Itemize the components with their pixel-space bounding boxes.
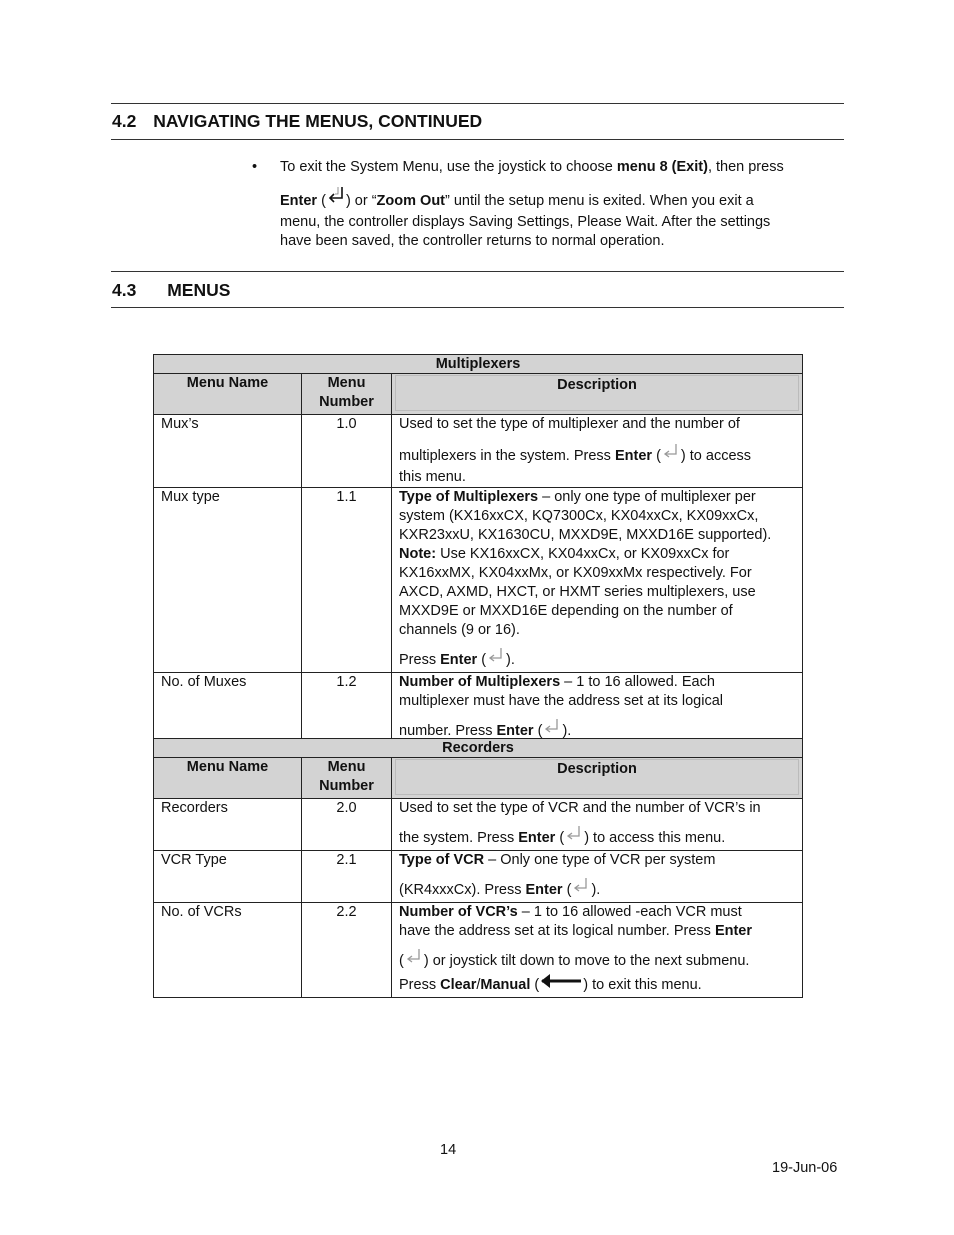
- table-row: [154, 799, 803, 851]
- bullet-line4: have been saved, the controller returns to normal operation.: [280, 233, 665, 249]
- top-rule-42: [111, 103, 844, 104]
- col-header-menu-number: Menu Number: [302, 758, 392, 799]
- page-number: 14: [440, 1142, 457, 1158]
- enter-key-icon: [486, 646, 506, 672]
- section-4-2-heading: [112, 111, 482, 132]
- bullet-line1-b: menu 8 (Exit): [616, 159, 708, 175]
- menu-name-cell: No. of VCRs: [154, 903, 302, 998]
- table-row: [154, 488, 803, 673]
- table-row: [154, 851, 803, 903]
- bullet-zoom-out-label: Zoom Out: [376, 193, 446, 209]
- bullet-line2-e: ” until the setup menu is exited. When you exit a: [445, 193, 754, 209]
- col-header-menu-name: Menu Name: [154, 374, 302, 415]
- bottom-rule-43: [111, 307, 844, 308]
- col-header-menu-number: Menu Number: [302, 374, 392, 415]
- enter-key-icon: [564, 824, 584, 850]
- col-header-menu-name: Menu Name: [154, 758, 302, 799]
- description-cell: Used to set the type of multiplexer and the number of multiplexers in the system. Press Enter ( ) to access this menu.: [392, 415, 803, 488]
- menu-name-cell: Recorders: [154, 799, 302, 851]
- bullet-line2-c: ) or “: [345, 193, 377, 209]
- description-cell: Used to set the type of VCR and the number of VCR’s in the system. Press Enter ( ) to access this menu.: [392, 799, 803, 851]
- menu-number-cell: 2.1: [302, 851, 392, 903]
- recorders-table: [153, 738, 803, 998]
- description-cell: Type of VCR – Only one type of VCR per system (KR4xxxCx). Press Enter ( ).: [392, 851, 803, 903]
- section-number: 4.3: [112, 280, 137, 300]
- left-arrow-icon: [539, 973, 583, 997]
- table-row: [154, 415, 803, 488]
- description-cell: Number of Multiplexers – 1 to 16 allowed. Each multiplexer must have the address set at its logical number. Press Enter ( ).: [392, 673, 803, 744]
- bullet-line1-c: , then press: [707, 159, 784, 175]
- bullet-enter-label: Enter: [280, 193, 318, 209]
- menu-name-cell: Mux’s: [154, 415, 302, 488]
- menu-number-cell: 1.1: [302, 488, 392, 673]
- table-title: Multiplexers: [154, 355, 803, 374]
- bullet-line1-a: To exit the System Menu, use the joystick to choose: [280, 159, 617, 175]
- menu-number-cell: 1.0: [302, 415, 392, 488]
- table-title: Recorders: [154, 739, 803, 758]
- col-header-description: Description: [392, 758, 803, 799]
- table-row: [154, 673, 803, 744]
- menu-number-cell: 2.2: [302, 903, 392, 998]
- menu-name-cell: VCR Type: [154, 851, 302, 903]
- enter-key-icon: [326, 185, 346, 213]
- enter-key-icon: [404, 947, 424, 973]
- enter-key-icon: [661, 442, 681, 468]
- menu-number-cell: 2.0: [302, 799, 392, 851]
- menu-name-cell: No. of Muxes: [154, 673, 302, 744]
- enter-key-icon: [571, 876, 591, 902]
- bottom-rule-42: [111, 139, 844, 140]
- col-header-description: Description: [392, 374, 803, 415]
- document-date: 19-Jun-06: [772, 1160, 838, 1176]
- description-cell: Number of VCR’s – 1 to 16 allowed -each VCR must have the address set at its logical number. Press Enter ( ) or joystick tilt down to move to the next submenu. Press Clear/Manual ( ) to exit this menu.: [392, 903, 803, 998]
- section-title: NAVIGATING THE MENUS, CONTINUED: [153, 111, 483, 131]
- menu-number-cell: 1.2: [302, 673, 392, 744]
- bullet-dot: •: [252, 159, 258, 175]
- bullet-paren-open: (: [317, 193, 326, 209]
- multiplexers-table: [153, 354, 803, 744]
- top-rule-43: [111, 271, 844, 272]
- description-cell: Type of Multiplexers – only one type of multiplexer per system (KX16xxCX, KQ7300Cx, KX04xxCx, KX09xxCx, KXR23xxU, KX1630CU, MXXD9E, MXXD16E supported). Note: Use KX16xxCX, KX04xxCx, or KX09xxCx for KX16xxMX, KX04xxMx, or KX09xxMx respectively. For AXCD, AXMD, HXCT, or HXMT series multiplexers, use MXXD9E or MXXD16E depending on the number of channels (9 or 16). Press Enter ( ).: [392, 488, 803, 673]
- table-row: [154, 903, 803, 998]
- section-4-3-heading: [112, 280, 230, 301]
- bullet-text: [280, 158, 836, 251]
- section-title: MENUS: [167, 280, 231, 300]
- section-number: 4.2: [112, 111, 137, 131]
- bullet-line3: menu, the controller displays Saving Settings, Please Wait. After the settings: [280, 214, 771, 230]
- menu-name-cell: Mux type: [154, 488, 302, 673]
